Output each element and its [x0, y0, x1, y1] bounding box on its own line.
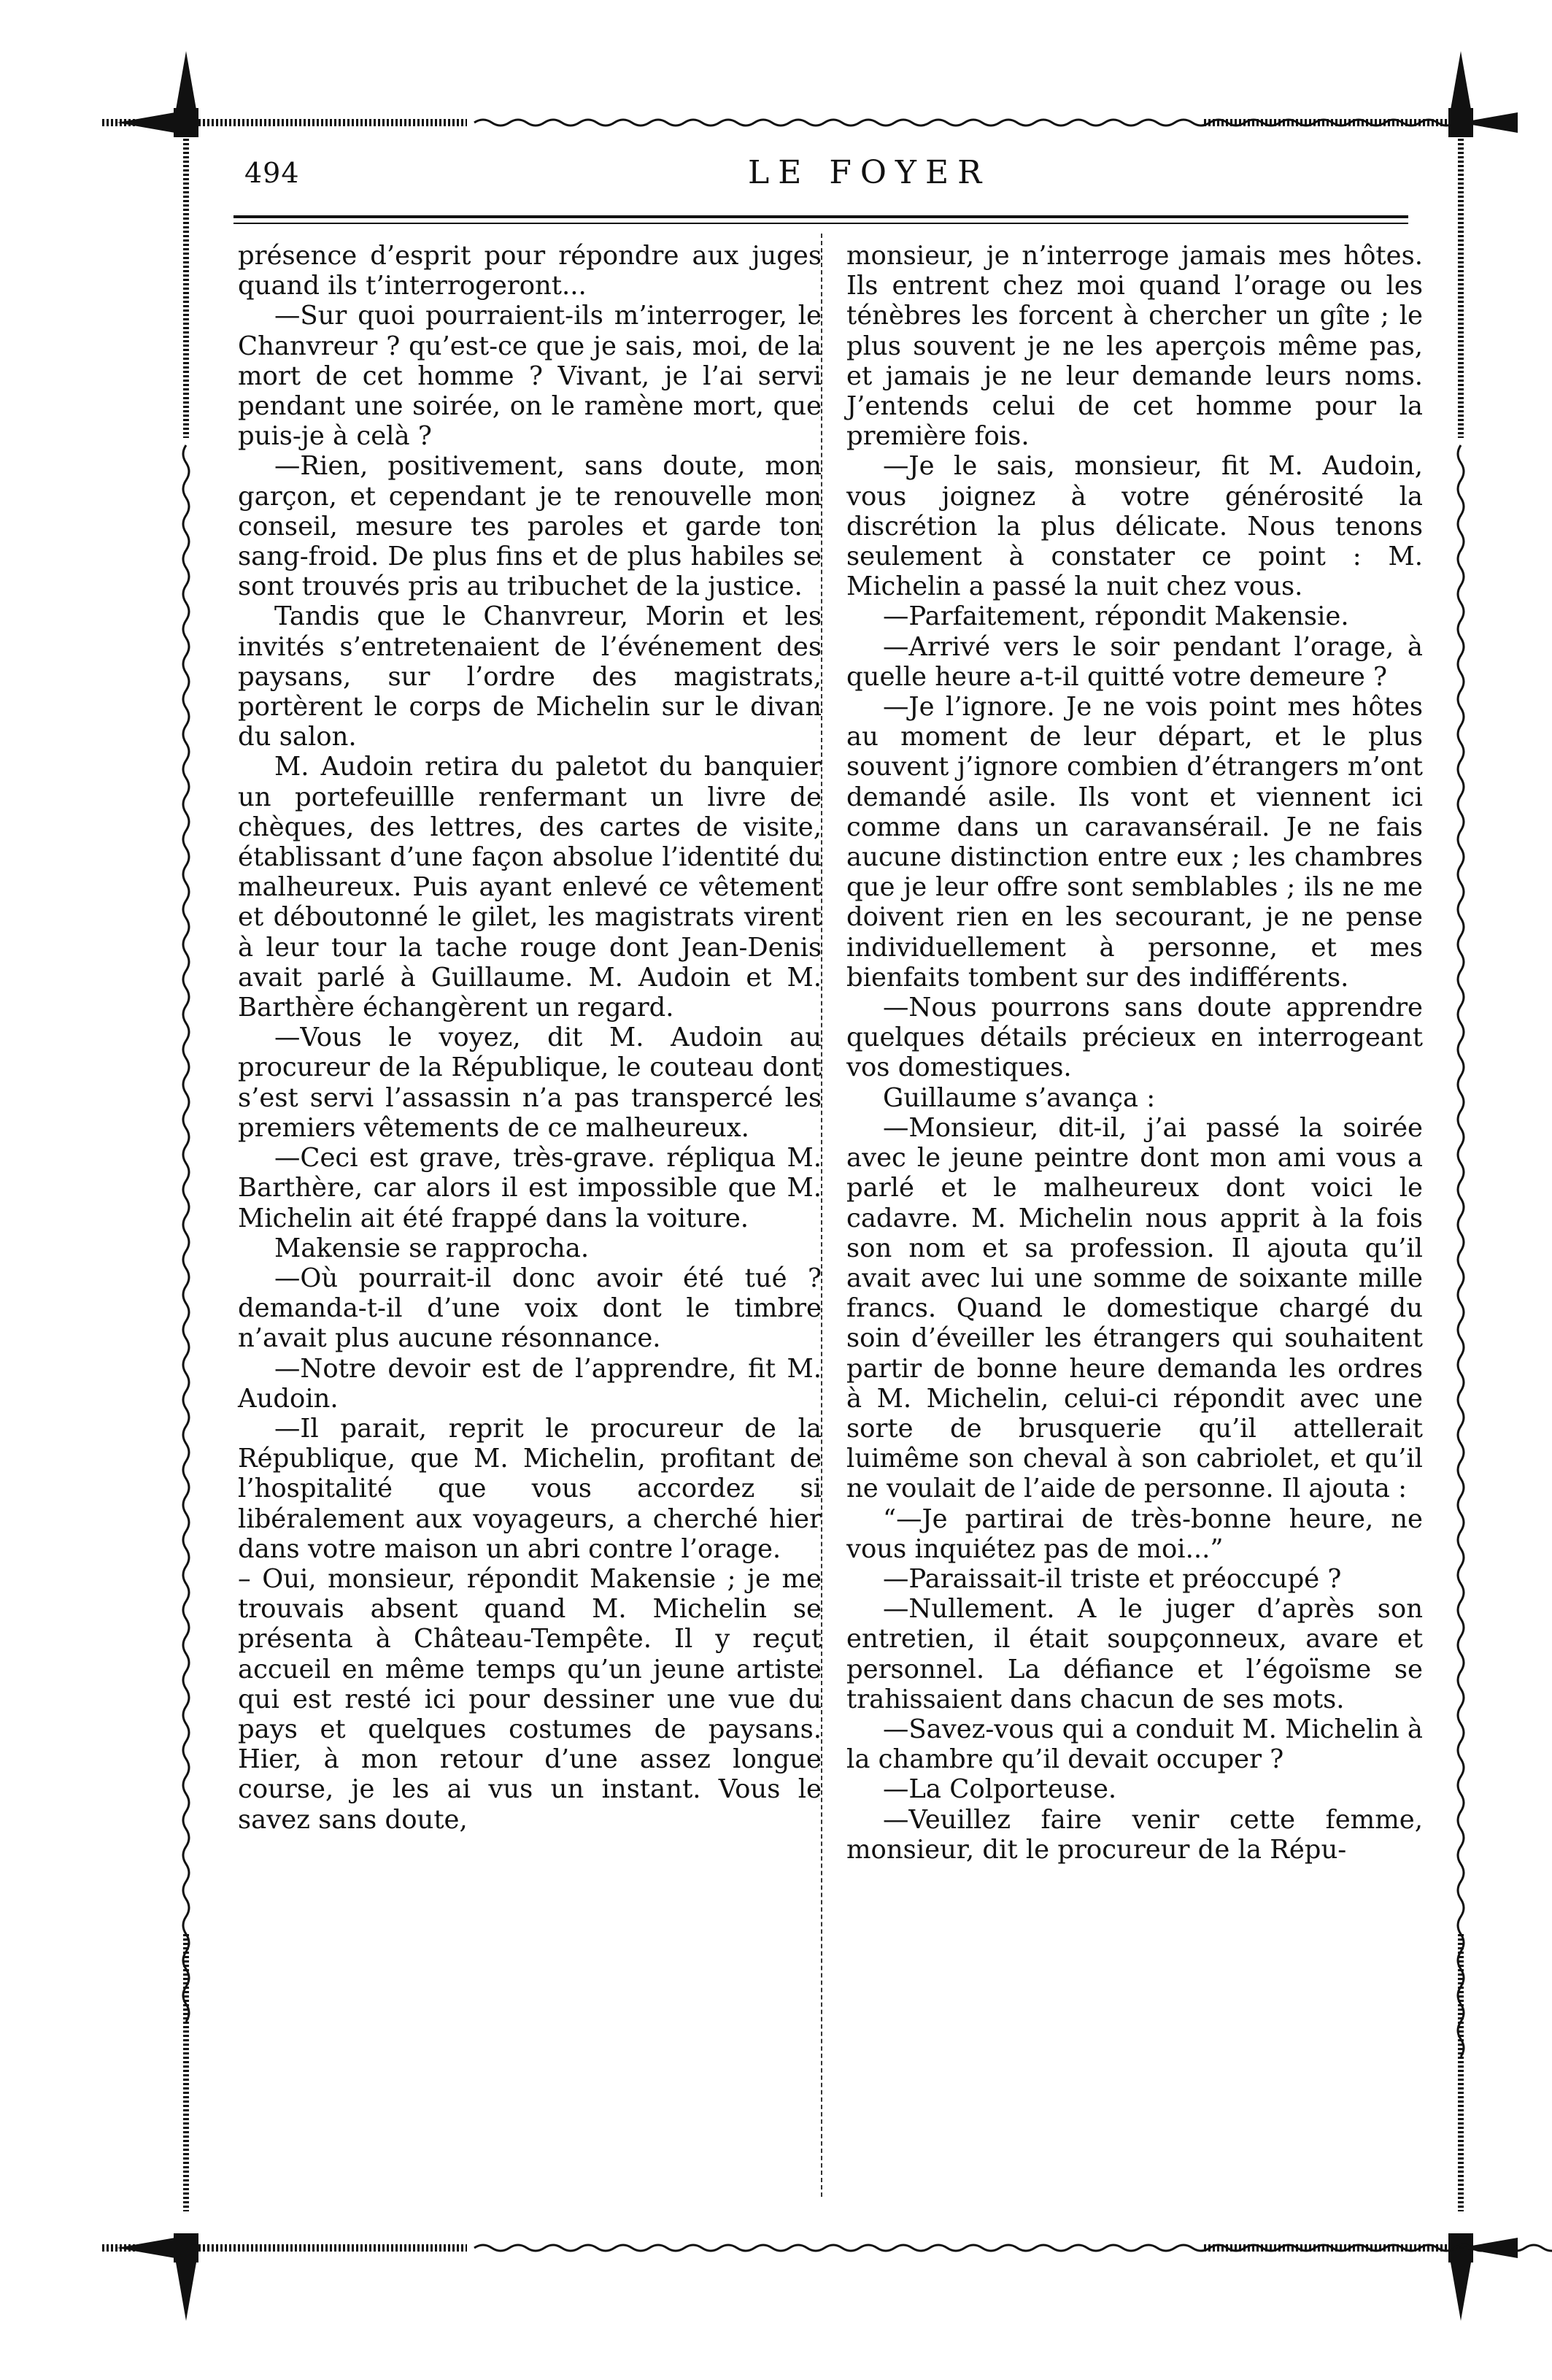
- paragraph: —Ceci est grave, très-grave. répliqua M. Barthère, car alors il est impossible que M. Michelin ait été frappé dans la voiture.: [238, 1143, 822, 1233]
- paragraph: —La Colporteuse.: [883, 1774, 1117, 1805]
- paragraph: —Parfaitement, répondit Makensie.: [883, 601, 1349, 632]
- paragraph: Guillaume s’avança :: [883, 1082, 1156, 1113]
- paragraph: —Savez-vous qui a conduit M. Michelin à la chambre qu’il devait occuper ?: [846, 1714, 1423, 1775]
- paragraph: —Nullement. A le juger d’après son entretien, il était soupçonneux, avare et personnel. La défiance et l’égoïsme se trahissaient dans chacun de ses mots.: [846, 1594, 1423, 1714]
- paragraph: monsieur, je n’interroge jamais mes hôtes. Ils entrent chez moi quand l’orage ou les ténèbres les forcent à chercher un gîte ; le plus souvent je ne les aperçois même pas, et jamais je ne leur demande leurs noms. J’entends celui de cet homme pour la première fois.: [846, 241, 1423, 452]
- paragraph: “—Je partirai de très-bonne heure, ne vous inquiétez pas de moi...”: [846, 1503, 1423, 1564]
- header-rule-thick: [233, 215, 1408, 218]
- left-column: [238, 241, 822, 1835]
- top-ornament: [102, 108, 1518, 137]
- paragraph: présence d’esprit pour répondre aux juges quand ils t’interrogeront...: [238, 241, 822, 301]
- running-title: LE FOYER: [748, 154, 991, 191]
- paragraph: —Paraissait-il triste et préoccupé ?: [883, 1563, 1342, 1594]
- paragraph: —Je l’ignore. Je ne vois point mes hôtes au moment de leur départ, et le plus souvent j’ignore combien d’étrangers m’ont demandé asile. Ils vont et viennent ici comme dans un caravansérail. Je ne fais aucune distinction entre eux ; les chambres que je leur offre sont semblables ; ils ne me doivent rien en les secourant, je ne pense individuellement à personne, et mes bienfaits tombent sur des indifférents.: [846, 692, 1423, 993]
- right-column: [846, 241, 1423, 1865]
- right-ornament: [1448, 51, 1473, 2321]
- paragraph: —Arrivé vers le soir pendant l’orage, à quelle heure a-t-il quitté votre demeure ?: [846, 631, 1423, 692]
- paragraph: – Oui, monsieur, répondit Makensie ; je me trouvais absent quand M. Michelin se présenta à Château-Tempête. Il y reçut accueil en même temps qu’un jeune artiste qui est resté ici pour dessiner une vue du pays et quelques costumes de paysans. Hier, à mon retour d’une assez longue course, je les ai vus un instant. Vous le savez sans doute,: [238, 1563, 822, 1835]
- paragraph: Makensie se rapprocha.: [274, 1233, 590, 1263]
- page-number: 494: [244, 157, 300, 189]
- bottom-ornament: [102, 2238, 1552, 2258]
- column-divider: [821, 234, 822, 2197]
- paragraph: —Où pourrait-il donc avoir été tué ? demanda-t-il d’une voix dont le timbre n’avait plus aucune résonnance.: [238, 1263, 822, 1354]
- paragraph: —Je le sais, monsieur, fit M. Audoin, vous joignez à votre générosité la discrétion la plus délicate. Nous tenons seulement à constater ce point : M. Michelin a passé la nuit chez vous.: [846, 451, 1423, 602]
- paragraph: Tandis que le Chanvreur, Morin et les invités s’entretenaient de l’événement des paysans, sur l’ordre des magistrats, portèrent le corps de Michelin sur le divan du salon.: [238, 601, 822, 752]
- paragraph: —Rien, positivement, sans doute, mon garçon, et cependant je te renouvelle mon conseil, mesure tes paroles et garde ton sang-froid. De plus fins et de plus habiles se sont trouvés pris au tribuchet de la justice.: [238, 451, 822, 602]
- paragraph: —Notre devoir est de l’apprendre, fit M. Audoin.: [238, 1353, 822, 1414]
- paragraph: —Il parait, reprit le procureur de la République, que M. Michelin, profitant de l’hospitalité que vous accordez si libéralement aux voyageurs, a cherché hier dans votre maison un abri contre l’orage.: [238, 1413, 822, 1564]
- paragraph: —Veuillez faire venir cette femme, monsieur, dit le procureur de la Répu-: [846, 1804, 1423, 1865]
- paragraph: —Vous le voyez, dit M. Audoin au procureur de la République, le couteau dont s’est servi l’assassin n’a pas transpercé les premiers vêtements de ce malheureux.: [238, 1023, 822, 1143]
- header-rule-thin: [233, 223, 1408, 224]
- page-header: [244, 154, 1397, 201]
- paragraph: —Sur quoi pourraient-ils m’interroger, le Chanvreur ? qu’est-ce que je sais, moi, de la mort de cet homme ? Vivant, je l’ai servi pendant une soirée, on le ramène mort, que puis-je à celà ?: [238, 301, 822, 452]
- paragraph: —Nous pourrons sans doute apprendre quelques détails précieux en interrogeant vos domestiques.: [846, 993, 1423, 1083]
- paragraph: —Monsieur, dit-il, j’ai passé la soirée avec le jeune peintre dont mon ami vous a parlé et le malheureux dont voici le cadavre. M. Michelin nous apprit à la fois son nom et sa profession. Il ajouta qu’il avait avec lui une somme de soixante mille francs. Quand le domestique chargé du soin d’éveiller les étrangers qui souhaitent partir de bonne heure demanda les ordres à M. Michelin, celui-ci répondit avec une sorte de brusquerie qu’il attellerait luimême son cheval à son cabriolet, et qu’il ne voulait de l’aide de personne. Il ajouta :: [846, 1112, 1423, 1504]
- paragraph: M. Audoin retira du paletot du banquier un portefeuillle renfermant un livre de chèques, des lettres, des cartes de visite, établissant d’une façon absolue l’identité du malheureux. Puis ayant enlevé ce vêtement et déboutonné le gilet, les magistrats virent à leur tour la tache rouge dont Jean-Denis avait parlé à Guillaume. M. Audoin et M. Barthère échangèrent un regard.: [238, 752, 822, 1023]
- left-ornament: [174, 51, 198, 2321]
